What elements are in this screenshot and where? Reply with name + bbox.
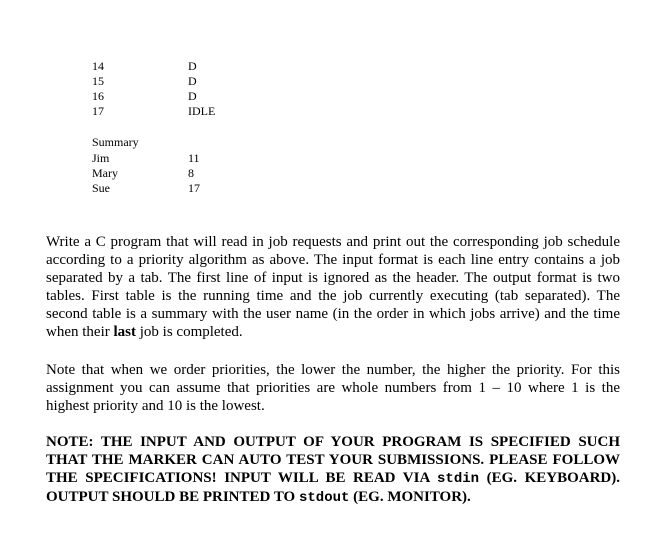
notice-text: (EG. MONITOR).: [349, 489, 471, 505]
paragraph-text: Write a C program that will read in job requests and print out the corresponding job schedule according to a priority algorithm as above. The input format is each line entry contains a job separated by a tab. The first line of input is ignored as the header. The output format is two tables. First table is the running time and the job currently executing (tab separated). The second table is a summary with the user name (in the order in which jobs arrive) and the time when their: [46, 234, 620, 340]
schedule-time: 17: [92, 104, 104, 118]
schedule-job: IDLE: [188, 104, 216, 118]
assignment-description-paragraph: [46, 233, 620, 341]
notice-text: (EG. KEYBOARD). OUTPUT SHOULD BE PRINTED TO: [46, 470, 620, 505]
code-stdin: stdin: [437, 471, 480, 487]
paragraph-text: job is completed.: [135, 324, 243, 340]
summary-completed: 11: [188, 151, 200, 165]
schedule-job: D: [188, 59, 197, 73]
code-stdout: stdout: [298, 490, 350, 506]
schedule-job: D: [188, 74, 197, 88]
schedule-time: 14: [92, 59, 104, 73]
summary-user: Sue: [92, 181, 110, 195]
summary-user: Jim: [92, 151, 110, 165]
schedule-time: 15: [92, 74, 104, 88]
priority-note-paragraph: Note that when we order priorities, the lower the number, the higher the priority. For this assignment you can assume that priorities are whole numbers from 1 – 10 where 1 is the highest priority and 10 is the lowest.: [46, 362, 620, 414]
notice-text: NOTE: THE INPUT AND OUTPUT OF YOUR PROGRAM IS SPECIFIED SUCH THAT THE MARKER CAN AUTO TEST YOUR SUBMISSIONS. PLEASE FOLLOW THE SPECIFICATIONS! INPUT WILL BE READ VIA: [46, 434, 620, 486]
summary-title: Summary: [92, 135, 139, 149]
io-spec-notice: [46, 433, 620, 507]
schedule-time: 16: [92, 89, 104, 103]
summary-completed: 17: [188, 181, 200, 195]
summary-completed: 8: [188, 166, 194, 180]
emphasis-last: last: [113, 324, 136, 340]
schedule-job: D: [188, 89, 197, 103]
summary-user: Mary: [92, 166, 118, 180]
